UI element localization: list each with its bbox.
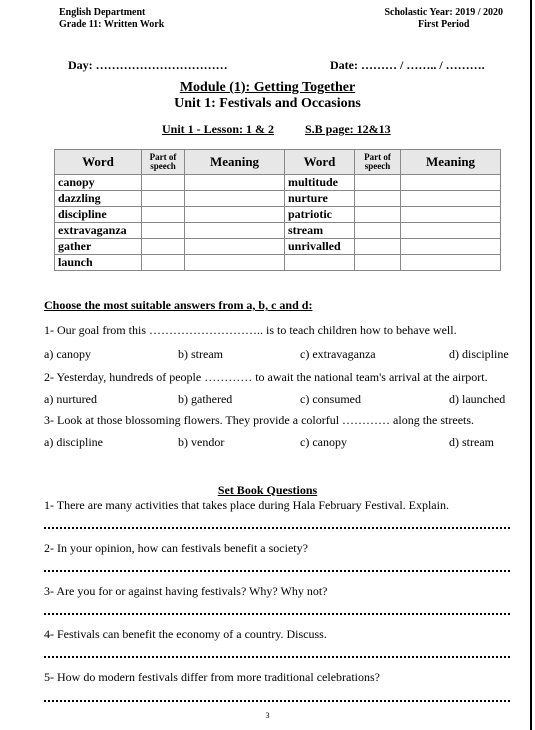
header-part-of-speech: Part of speech [355, 150, 401, 175]
set-book-question-1: 1- There are many activities that takes place during Hala February Festival. Explain. [44, 498, 449, 512]
day-field: Day: …………………………… [68, 58, 228, 72]
mcq-option[interactable]: c) canopy [300, 435, 347, 449]
header-meaning: Meaning [401, 150, 501, 175]
word-cell: canopy [55, 175, 142, 191]
mcq-option[interactable]: d) stream [449, 435, 494, 449]
table-header-row [55, 150, 501, 175]
period-label: First Period [418, 19, 470, 30]
grade-label: Grade 11: Written Work [59, 19, 165, 30]
mcq-option[interactable]: d) launched [449, 392, 506, 406]
meaning-cell[interactable] [401, 239, 501, 255]
mcq-option[interactable]: b) vendor [178, 435, 225, 449]
meaning-cell[interactable] [185, 255, 285, 271]
meaning-cell[interactable] [185, 223, 285, 239]
answer-line[interactable] [44, 527, 510, 529]
meaning-cell[interactable] [185, 191, 285, 207]
department-header [59, 7, 164, 31]
set-book-question-2: 2- In your opinion, how can festivals benefit a society? [44, 541, 308, 555]
word-cell: multitude [285, 175, 355, 191]
lesson-label: Unit 1 - Lesson: 1 & 2 [162, 122, 275, 136]
pos-cell[interactable] [355, 191, 401, 207]
sb-page-label: S.B page: 12&13 [305, 122, 391, 136]
mcq-option[interactable]: c) consumed [300, 392, 361, 406]
unit-title: Unit 1: Festivals and Occasions [174, 96, 361, 111]
set-book-heading: Set Book Questions [217, 483, 318, 497]
pos-cell[interactable] [142, 191, 185, 207]
header-word: Word [55, 150, 142, 175]
module-title: Module (1): Getting Together [179, 80, 356, 95]
year-header [384, 7, 503, 31]
answer-line[interactable] [44, 656, 510, 658]
meaning-cell[interactable] [401, 255, 501, 271]
mcq-option[interactable]: b) stream [178, 347, 223, 361]
table-row [55, 239, 501, 255]
meaning-cell[interactable] [185, 239, 285, 255]
meaning-cell[interactable] [401, 175, 501, 191]
header-part-of-speech: Part of speech [142, 150, 185, 175]
table-row [55, 175, 501, 191]
table-row [55, 207, 501, 223]
word-cell: gather [55, 239, 142, 255]
mcq-question-1: 1- Our goal from this ……………………….. is to teach children how to behave well. [44, 323, 457, 337]
pos-cell[interactable] [355, 223, 401, 239]
pos-cell[interactable] [142, 255, 185, 271]
word-cell: discipline [55, 207, 142, 223]
pos-cell[interactable] [355, 255, 401, 271]
pos-cell[interactable] [142, 239, 185, 255]
word-cell: unrivalled [285, 239, 355, 255]
set-book-question-4: 4- Festivals can benefit the economy of a country. Discuss. [44, 627, 327, 641]
answer-line[interactable] [44, 700, 510, 702]
mcq-question-3: 3- Look at those blossoming flowers. They provide a colorful ………… along the streets. [44, 413, 475, 427]
word-cell: extravaganza [55, 223, 142, 239]
date-field: Date: ……… / …….. / ………. [330, 58, 485, 72]
word-cell: nurture [285, 191, 355, 207]
mcq-option[interactable]: d) discipline [449, 347, 509, 361]
answer-line[interactable] [44, 570, 510, 572]
table-row [55, 255, 501, 271]
pos-cell[interactable] [355, 175, 401, 191]
choose-heading: Choose the most suitable answers from a, b, c and d: [44, 298, 313, 312]
department-name: English Department [59, 7, 146, 18]
pos-cell[interactable] [142, 223, 185, 239]
mcq-option[interactable]: a) canopy [44, 347, 91, 361]
mcq-option[interactable]: a) discipline [44, 435, 103, 449]
word-cell [285, 255, 355, 271]
meaning-cell[interactable] [401, 207, 501, 223]
pos-cell[interactable] [355, 207, 401, 223]
word-cell: stream [285, 223, 355, 239]
mcq-option[interactable]: a) nurtured [44, 392, 97, 406]
vocabulary-table [54, 149, 501, 271]
scholastic-year: Scholastic Year: 2019 / 2020 [384, 7, 503, 18]
word-cell: launch [55, 255, 142, 271]
pos-cell[interactable] [142, 175, 185, 191]
mcq-option[interactable]: c) extravaganza [300, 347, 376, 361]
set-book-question-5: 5- How do modern festivals differ from more traditional celebrations? [44, 670, 381, 684]
pos-cell[interactable] [355, 239, 401, 255]
set-book-question-3: 3- Are you for or against having festivals? Why? Why not? [44, 584, 328, 598]
header-word: Word [285, 150, 355, 175]
page-number: 3 [265, 711, 270, 720]
word-cell: dazzling [55, 191, 142, 207]
meaning-cell[interactable] [401, 223, 501, 239]
mcq-question-2: 2- Yesterday, hundreds of people ………… to await the national team's arrival at the airport. [44, 370, 488, 384]
table-row [55, 223, 501, 239]
meaning-cell[interactable] [401, 191, 501, 207]
meaning-cell[interactable] [185, 175, 285, 191]
meaning-cell[interactable] [185, 207, 285, 223]
pos-cell[interactable] [142, 207, 185, 223]
word-cell: patriotic [285, 207, 355, 223]
table-row [55, 191, 501, 207]
mcq-option[interactable]: b) gathered [178, 392, 233, 406]
header-meaning: Meaning [185, 150, 285, 175]
answer-line[interactable] [44, 613, 510, 615]
